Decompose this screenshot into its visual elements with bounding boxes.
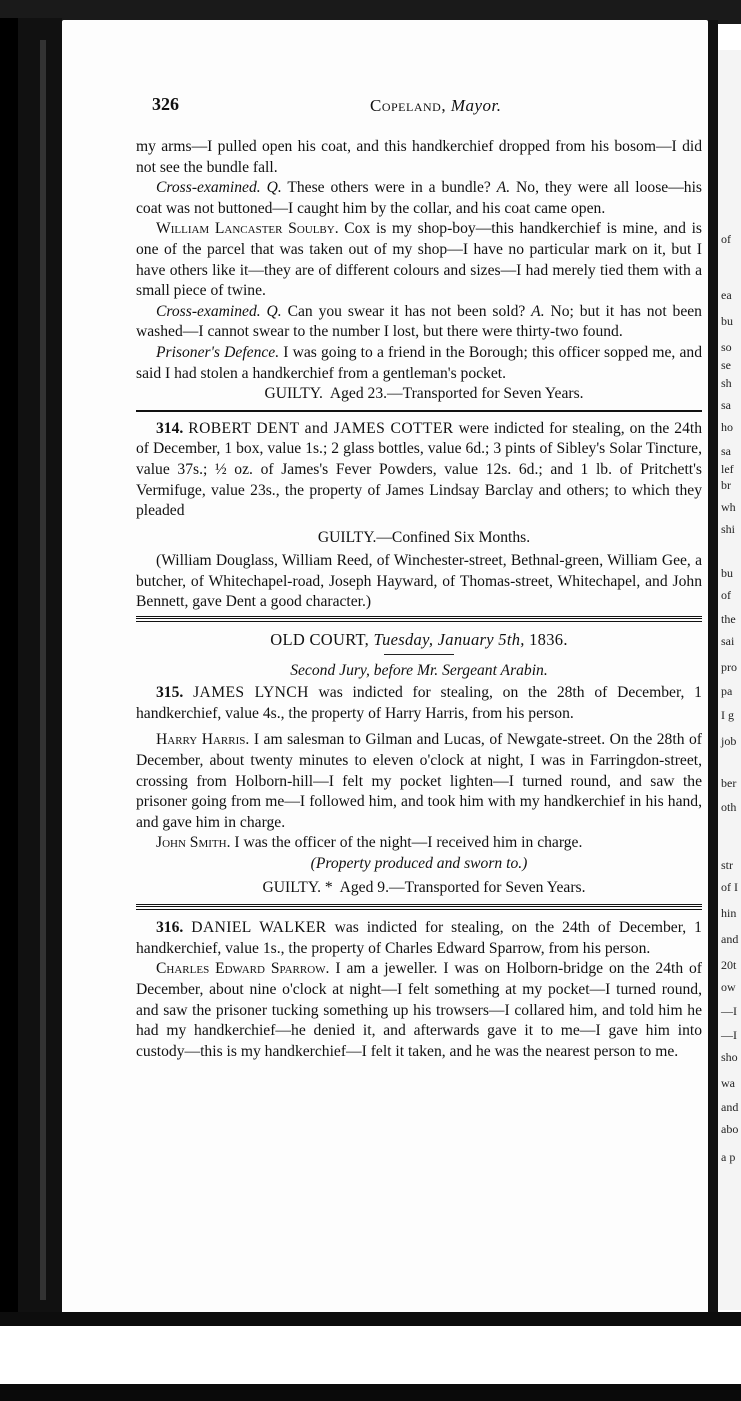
- text: I was the officer of the night—I received him in charge.: [234, 834, 583, 852]
- facing-page-fragment: abo: [721, 1122, 739, 1136]
- divider-double: [136, 616, 702, 622]
- facing-page-fragment: bu: [721, 566, 733, 580]
- page-stack-line: [40, 40, 46, 1300]
- a-mark: A.: [496, 179, 511, 197]
- indictment: was indicted for stealing, on the 24th of December, 1 handkerchief, value 1s., the property of Charles Edward Sparrow, from his person.: [136, 919, 702, 957]
- facing-page-fragment: sho: [721, 1050, 738, 1064]
- facing-page-fragment: se: [721, 358, 731, 372]
- facing-page-fragment: br: [721, 478, 731, 492]
- verdict: [136, 384, 702, 405]
- page-header: [152, 94, 672, 120]
- paragraph: my arms—I pulled open his coat, and this handkerchief dropped from his bosom—I did not see the bundle fall.: [136, 138, 702, 176]
- scan-bottom-edge: [0, 1384, 741, 1401]
- sentence: Aged 23.—Transported for Seven Years.: [329, 385, 584, 403]
- character-witnesses: (William Douglass, William Reed, of Winchester-street, Bethnal-green, William Gee, a butcher, of Whitechapel-road, Joseph Hayward, of Thomas-street, Whitechapel, and John Bennett, gave Dent a good character.): [136, 552, 702, 611]
- witness-testimony: [136, 730, 702, 833]
- a-mark: A.: [531, 302, 545, 320]
- facing-page-fragment: of I: [721, 880, 738, 894]
- facing-page-fragment: and: [721, 1100, 739, 1114]
- page-body: [136, 137, 702, 1062]
- label: Cross-examined.: [156, 302, 261, 320]
- indictment: was indicted for stealing, on the 28th of December, 1 handkerchief, value 4s., the property of Harry Harris, from his person.: [136, 684, 702, 722]
- text: I am salesman to Gilman and Lucas, of Newgate-street. On the 28th of December, about twenty minutes to eleven o'clock at night, I was in Farringdon-street, crossing from Holborn-hill—I felt my pocket lighten—I turned round, and saw the prisoner going from me—I followed him, and took him with my handkerchief in his hand, and gave him in charge.: [136, 731, 702, 831]
- text: I was going to a friend in the Borough; this officer sopped me, and said I had stolen a handkerchief from a gentleman's pocket.: [136, 343, 702, 382]
- running-head-title: Mayor.: [450, 96, 502, 115]
- facing-page-fragment: sh: [721, 376, 732, 390]
- text: These others were in a bundle?: [287, 179, 491, 197]
- case-316: [136, 918, 702, 959]
- verdict-word: GUILTY.: [264, 385, 323, 403]
- cross-examination: [136, 178, 702, 219]
- facing-page-fragment: —I: [721, 1028, 737, 1042]
- facing-page-fragment: shi: [721, 522, 736, 536]
- label: Cross-examined.: [156, 179, 261, 197]
- facing-page-fragment: ber: [721, 776, 737, 790]
- running-head: [370, 96, 502, 116]
- facing-page-fragment: and: [721, 932, 739, 946]
- scan-margin: [0, 1326, 741, 1386]
- facing-page-fragment: sa: [721, 444, 731, 458]
- witness-name: William Lancaster Soulby.: [156, 220, 339, 238]
- case-314: [136, 419, 702, 522]
- text: I am a jeweller. I was on Holborn-bridge on the 24th of December, about nine o'clock at night—I felt something at my pocket—I turned round, and saw the prisoner tucking something up his trowsers—I collared him, and told him he had my handkerchief—he denied it, and afterwards gave it to me—I gave him into custody—this is my handkerchief—I felt it taken, and he was the nearest person to me.: [136, 960, 702, 1060]
- gutter-shadow: [708, 20, 718, 1312]
- witness-name: Charles Edward Sparrow.: [156, 960, 330, 978]
- text: Can you swear it has not been sold?: [287, 302, 526, 320]
- case-315: [136, 683, 702, 724]
- facing-page-fragment: hin: [721, 906, 737, 920]
- verdict: [136, 878, 702, 899]
- facing-page-fragment: bu: [721, 314, 733, 328]
- facing-page-fragment: ow: [721, 980, 736, 994]
- book-bottom-edge: [0, 1312, 741, 1326]
- sentence: Aged 9.—Transported for Seven Years.: [339, 878, 586, 896]
- facing-page-fragment: pro: [721, 660, 737, 674]
- facing-page-fragment: oth: [721, 800, 737, 814]
- divider: [136, 410, 702, 412]
- page-number: 326: [152, 94, 179, 114]
- facing-page-fragment: sai: [721, 634, 735, 648]
- facing-page-fragment: wh: [721, 500, 736, 514]
- facing-page-fragment: job: [721, 734, 737, 748]
- facing-page-fragment: I g: [721, 708, 734, 722]
- court-year: 1836.: [529, 630, 568, 650]
- facing-page-fragment: ho: [721, 420, 733, 434]
- running-head-name: Copeland,: [370, 96, 447, 115]
- jury-text: Second Jury, before Mr. Sergeant Arabin.: [290, 661, 548, 679]
- indictment: were indicted for stealing, on the 24th of December, 1 box, value 1s.; 2 glass bottles, value 6d.; 3 pints of Sibley's Solar Tincture, value 37s.; ½ oz. of James's Fever Powders, value 12s. 6d.; and 1 lb. of Pritchett's Vermifuge, value 23s., the property of James Lindsay Barclay and others; to which they pleaded: [136, 419, 703, 520]
- facing-page-fragment: pa: [721, 684, 733, 698]
- verdict: GUILTY.—Confined Six Months.: [317, 528, 531, 546]
- verdict-word: GUILTY. *: [262, 878, 333, 896]
- defendants: DANIEL WALKER: [191, 919, 327, 937]
- facing-page-fragment: of: [721, 232, 731, 246]
- divider-double: [136, 904, 702, 910]
- facing-page-fragment: 20t: [721, 958, 737, 972]
- book-binding: [0, 18, 18, 1318]
- q-mark: Q.: [266, 179, 282, 197]
- q-mark: Q.: [266, 302, 282, 320]
- court-date: Tuesday, January 5th,: [373, 630, 525, 650]
- witness-testimony: [136, 219, 702, 301]
- facing-page-fragment: lef: [721, 462, 734, 476]
- court-title: OLD COURT,: [270, 630, 370, 650]
- court-heading: [136, 630, 702, 651]
- facing-page-fragment: str: [721, 858, 733, 872]
- facing-page-fragment: the: [721, 612, 736, 626]
- label: Prisoner's Defence.: [156, 343, 280, 361]
- facing-page-fragment: so: [721, 340, 732, 354]
- facing-page-fragment: —I: [721, 1004, 737, 1018]
- case-number: 314.: [156, 419, 184, 437]
- facing-page-fragment: a p: [721, 1150, 736, 1164]
- case-number: 315.: [156, 684, 184, 702]
- facing-page-fragment: wa: [721, 1076, 735, 1090]
- witness-name: Harry Harris.: [156, 731, 250, 749]
- defendants: ROBERT DENT and JAMES COTTER: [188, 419, 454, 437]
- property-note: [136, 854, 702, 875]
- facing-page-fragment: ea: [721, 288, 732, 302]
- text: No; but it has not been washed—I cannot swear to the number I lost, but there were thirty-two found.: [136, 302, 702, 341]
- witness-name: John Smith.: [156, 834, 231, 852]
- witness-testimony: [136, 959, 702, 1062]
- facing-page: [718, 50, 741, 1310]
- jury-line: [136, 661, 702, 682]
- text: No, they were all loose—his coat was not buttoned—I caught him by the collar, and his coat came open.: [136, 179, 702, 217]
- facing-page-fragment: sa: [721, 398, 731, 412]
- prisoner-defence: [136, 343, 702, 384]
- cross-examination: [136, 302, 702, 343]
- case-number: 316.: [156, 919, 184, 937]
- witness-testimony: [136, 833, 702, 854]
- property-text: (Property produced and sworn to.): [310, 855, 528, 872]
- text: Cox is my shop-boy—this handkerchief is mine, and is one of the parcel that was taken out of my shop—I have no particular mark on it, but I have others like it—they are of different colours and sizes—I had merely tied them with a small piece of twine.: [136, 220, 702, 300]
- facing-page-fragment: of: [721, 588, 731, 602]
- defendants: JAMES LYNCH: [193, 684, 309, 702]
- short-divider: [384, 654, 454, 655]
